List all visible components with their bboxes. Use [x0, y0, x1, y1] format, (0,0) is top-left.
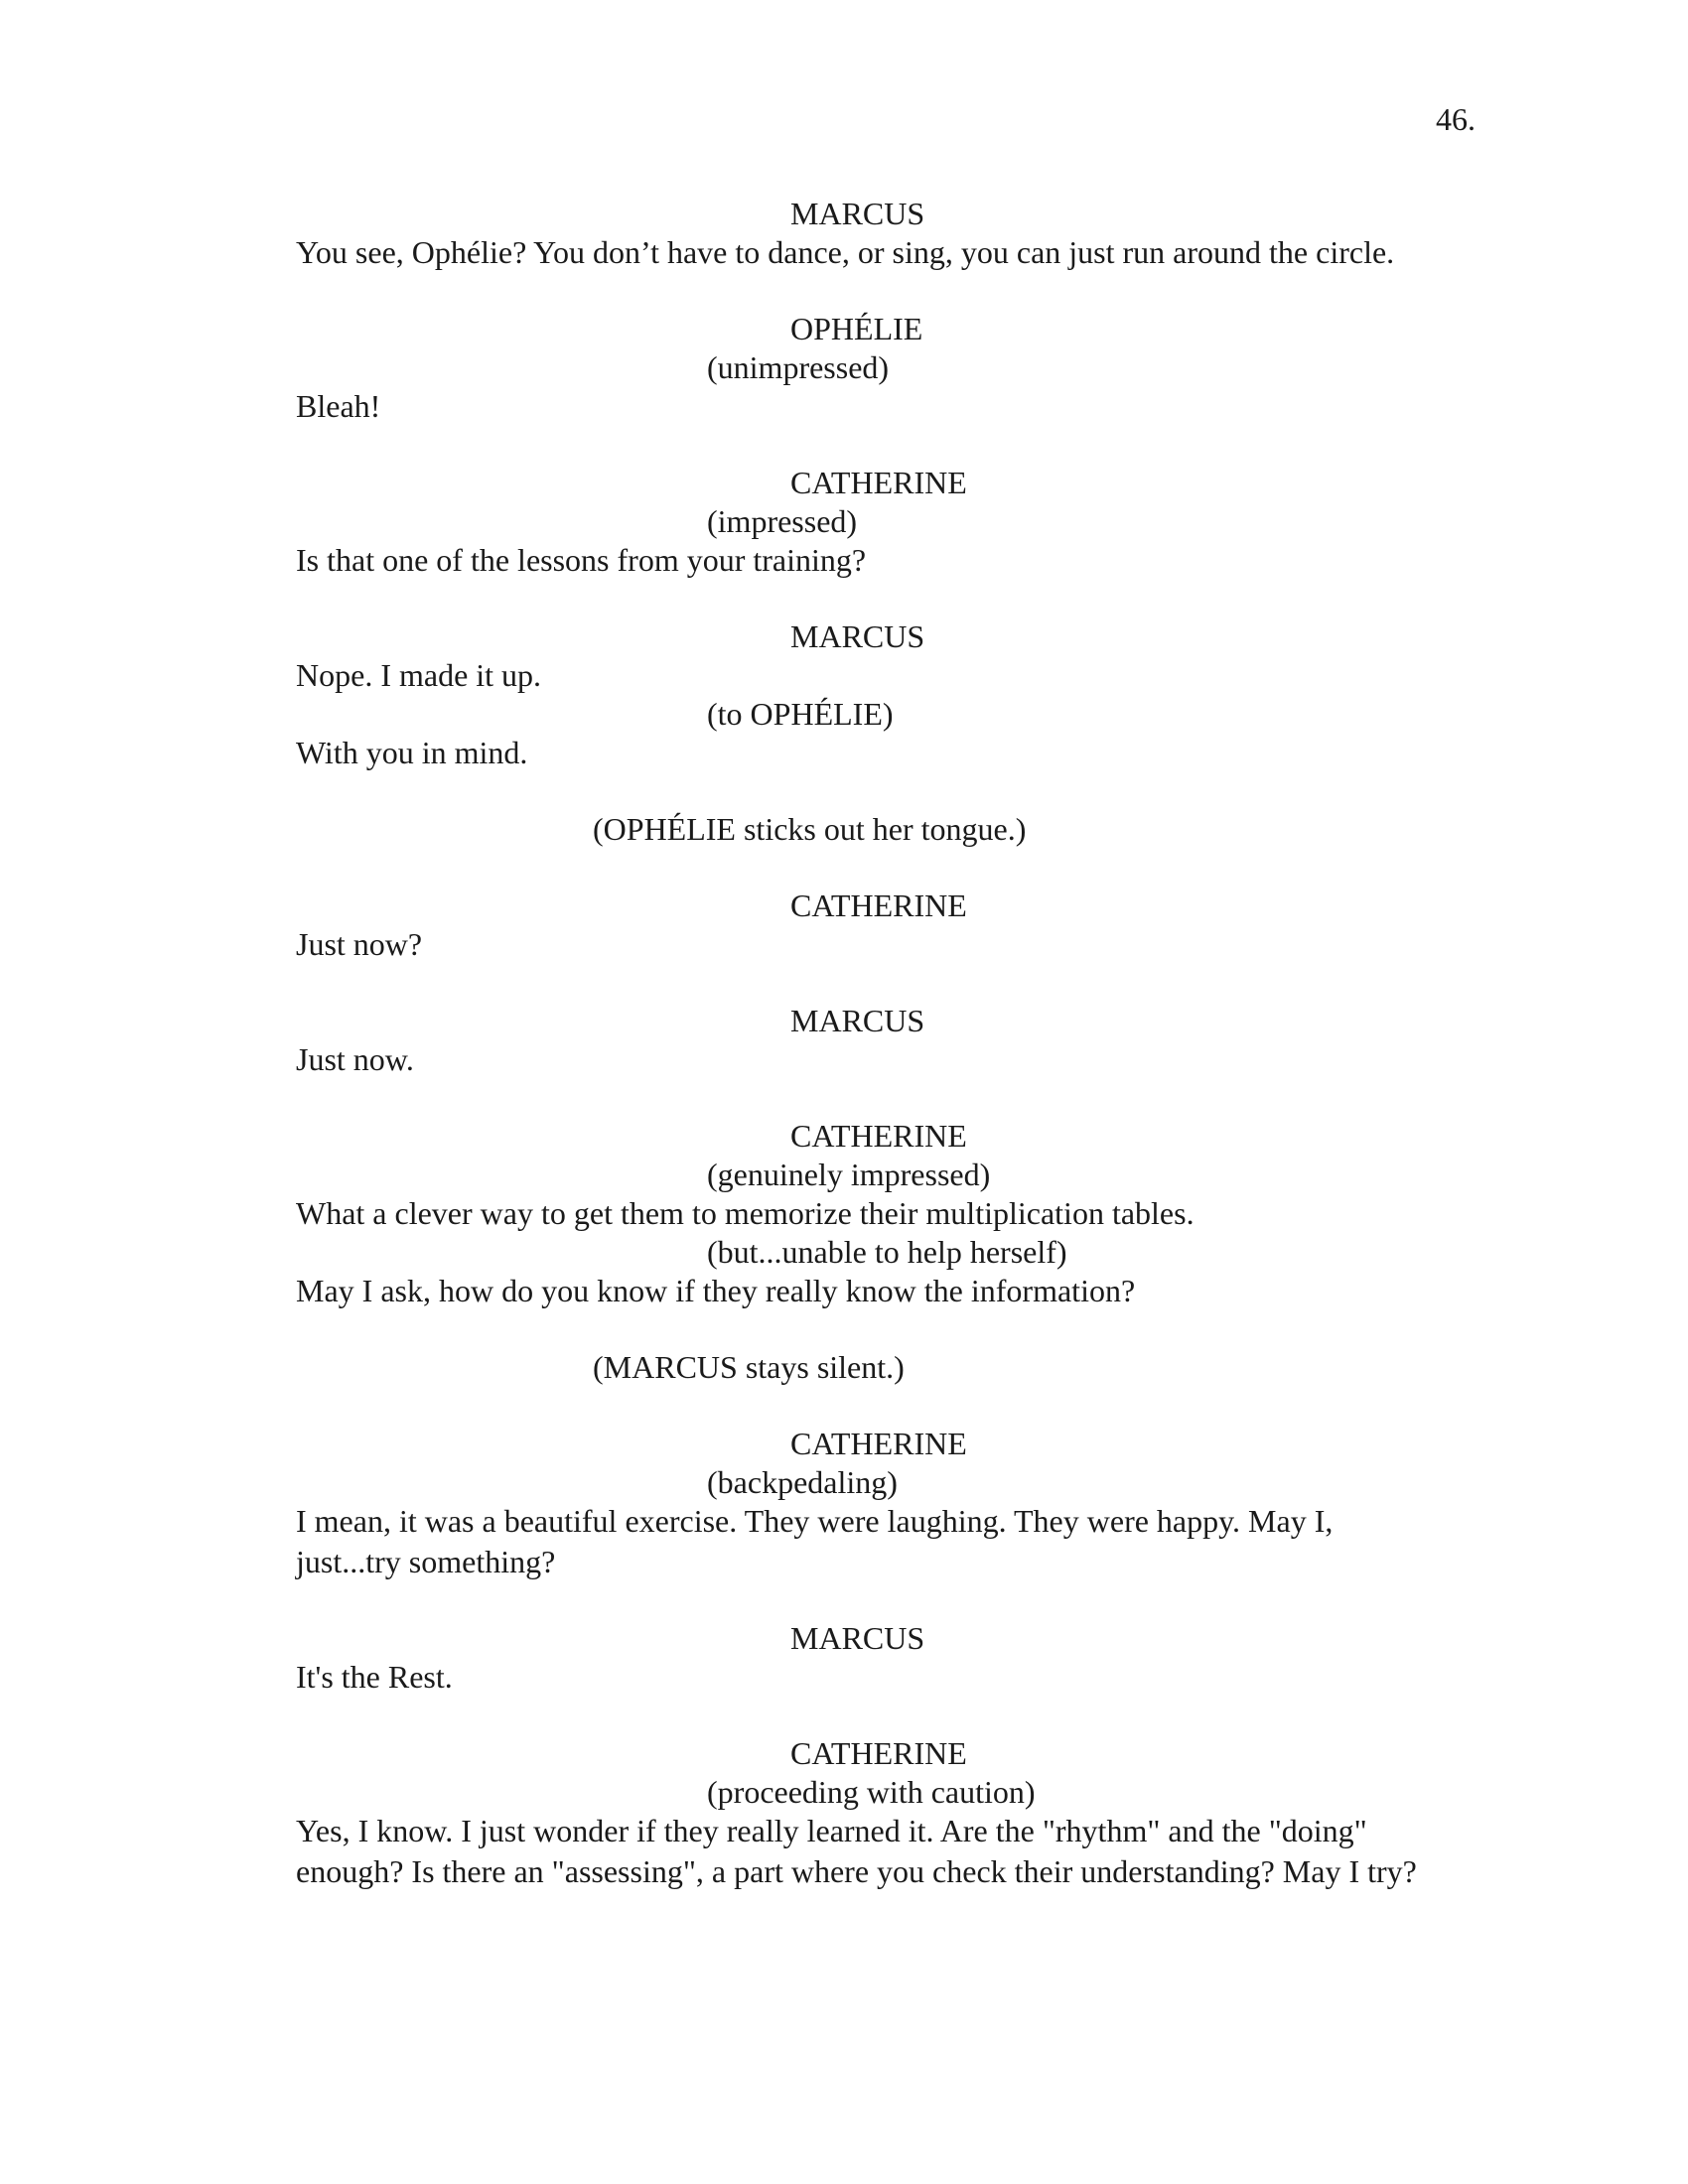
parenthetical: (backpedaling) [707, 1464, 898, 1500]
character-name: CATHERINE [790, 1426, 967, 1461]
dialogue-line: Just now. [296, 1041, 414, 1077]
parenthetical: (but...unable to help herself) [707, 1234, 1067, 1270]
character-name: CATHERINE [790, 887, 967, 923]
parenthetical: (proceeding with caution) [707, 1774, 1036, 1810]
dialogue-line: May I ask, how do you know if they really know the information? [296, 1273, 1136, 1308]
parenthetical: (impressed) [707, 503, 858, 539]
parenthetical: (unimpressed) [707, 349, 890, 385]
stage-direction: (OPHÉLIE sticks out her tongue.) [593, 811, 1027, 847]
character-name: CATHERINE [790, 1735, 967, 1771]
parenthetical: (genuinely impressed) [707, 1157, 991, 1192]
page-number: 46. [1436, 101, 1476, 137]
character-name: CATHERINE [790, 465, 967, 500]
dialogue-line: What a clever way to get them to memorize their multiplication tables. [296, 1195, 1195, 1231]
dialogue-line: Nope. I made it up. [296, 657, 542, 693]
character-name: MARCUS [790, 618, 925, 654]
dialogue-line: Bleah! [296, 388, 381, 424]
dialogue-line: Is that one of the lessons from your training? [296, 542, 867, 578]
dialogue-line: Yes, I know. I just wonder if they really learned it. Are the "rhythm" and the "doing" [296, 1813, 1367, 1848]
character-name: MARCUS [790, 196, 925, 231]
dialogue-line: You see, Ophélie? You don’t have to dance, or sing, you can just run around the circle. [296, 234, 1395, 270]
parenthetical: (to OPHÉLIE) [707, 696, 894, 732]
stage-direction: (MARCUS stays silent.) [593, 1349, 905, 1385]
dialogue-line: I mean, it was a beautiful exercise. They were laughing. They were happy. May I, [296, 1503, 1334, 1539]
character-name: OPHÉLIE [790, 311, 923, 346]
character-name: MARCUS [790, 1003, 925, 1038]
dialogue-line: just...try something? [296, 1544, 556, 1579]
dialogue-line: It's the Rest. [296, 1659, 453, 1695]
character-name: CATHERINE [790, 1118, 967, 1154]
dialogue-line: With you in mind. [296, 735, 528, 770]
dialogue-line: Just now? [296, 926, 423, 962]
dialogue-line: enough? Is there an "assessing", a part where you check their understanding? May I try? [296, 1853, 1417, 1889]
character-name: MARCUS [790, 1620, 925, 1656]
